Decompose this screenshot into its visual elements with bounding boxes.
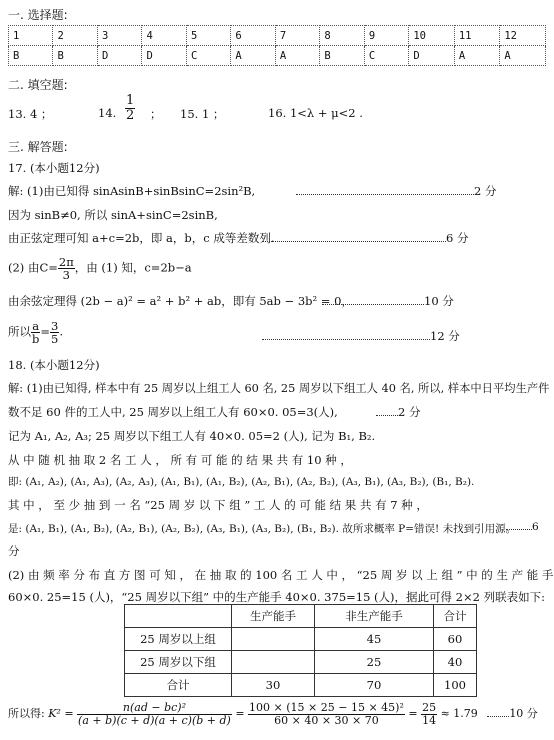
problem-18-line-9: (2) 由 频 率 分 布 直 方 图 可 知 ， 在 抽 取 的 100 名 工 人 中 ， “25 周 岁 以 上 组 ” 中 的 生 产 能 手 (8, 568, 554, 582)
choice-number-cell: 6 (231, 26, 275, 46)
choice-answer-table (8, 25, 546, 66)
table-cell: 25 周岁以下组 (125, 651, 232, 674)
table-cell: 60 (434, 628, 477, 651)
problem-18-line-10: 60×0. 25=15 (人)，“25 周岁以下组” 中的生产能手 40×0. 375=15 (人)，据此可得 2×2 列联表如下: (8, 590, 545, 604)
table-cell: 40 (434, 651, 477, 674)
fill-q14-sep: ； (150, 107, 162, 121)
fraction-denominator: 14 (422, 713, 437, 727)
problem-18-line-6: 其 中 ， 至 少 抽 到 一 名 “25 周 岁 以 下 组 ” 工 人 的 可 能 结 果 共 有 7 种 ， (8, 498, 428, 512)
score-label: 10 分 (509, 707, 538, 721)
text-segment: ≈ 1.79 (440, 707, 478, 721)
fraction-denominator: b (32, 332, 40, 347)
section-3-title: 三. 解答题: (8, 140, 68, 154)
fraction-numerator: 3 (51, 319, 59, 333)
choice-answer-cell: A (275, 46, 319, 66)
table-cell: 70 (315, 674, 434, 697)
table-cell: 100 (434, 674, 477, 697)
text-segment: (2) 由C= (8, 260, 58, 275)
table-cell: 合计 (125, 674, 232, 697)
fraction-numerator: 25 (422, 701, 437, 714)
problem-18-score-2 (506, 521, 539, 533)
table-cell: 25 周岁以上组 (125, 628, 232, 651)
fill-q15: 15. 1 ； (180, 107, 225, 121)
text-segment: = (408, 707, 418, 721)
fill-q14-fraction (125, 94, 135, 122)
fill-q16: 16. 1<λ + μ<2 . (268, 106, 363, 120)
text-segment: K² = (48, 707, 74, 721)
section-1-title: 一. 选择题: (8, 8, 68, 22)
text-segment: 所以得: (8, 707, 49, 721)
problem-17-line-4 (8, 256, 192, 281)
choice-answer-cell: A (454, 46, 500, 66)
text-segment: . (59, 324, 63, 339)
score-label: 2 分 (398, 405, 421, 419)
table-cell (232, 628, 315, 651)
problem-17-line-3: 由正弦定理可知 a+c=2b，即 a，b，c 成等差数列. (8, 231, 275, 245)
problem-18-heading: 18. (本小题12分) (8, 358, 100, 372)
choice-answer-cell: D (409, 46, 455, 66)
problem-18-line-8: 分 (8, 544, 20, 558)
problem-17-line-1: 解: (1)由已知得 sinAsinB+sinBsinC=2sin²B, (8, 184, 256, 198)
contingency-table (124, 604, 477, 697)
choice-number-cell: 9 (364, 26, 408, 46)
fraction-denominator: (a + b)(c + d)(a + c)(b + d) (78, 713, 231, 727)
text-segment: 所以 (8, 324, 31, 339)
table-row (125, 628, 477, 651)
choice-number-cell: 4 (142, 26, 186, 46)
fraction-numerator: n(ad − bc)² (77, 702, 232, 715)
table-cell: 45 (315, 628, 434, 651)
problem-17-line-6 (8, 320, 63, 345)
fraction-denominator: 2 (126, 107, 135, 123)
problem-17-line-5: 由余弦定理得 (2b − a)² = a² + b² + ab，即有 5ab − 3b² = 0， (8, 294, 353, 308)
choice-number-cell: 10 (409, 26, 455, 46)
score-label: 10 分 (424, 294, 454, 308)
problem-17-line-2: 因为 sinB≠0, 所以 sinA+sinC=2sinB, (8, 208, 218, 222)
choice-answer-cell: D (142, 46, 186, 66)
choice-answer-cell: D (97, 46, 141, 66)
choice-answer-cell: A (500, 46, 546, 66)
score-label: 12 分 (430, 329, 460, 343)
table-header-cell: 非生产能手 (315, 605, 434, 628)
text-segment: = (235, 707, 245, 721)
choice-number-cell: 11 (454, 26, 500, 46)
text-segment: = (40, 324, 51, 339)
fraction-denominator: 60 × 40 × 30 × 70 (274, 713, 379, 727)
table-cell: 25 (315, 651, 434, 674)
problem-17-score-2 (262, 230, 468, 246)
choice-number-row (9, 26, 546, 46)
choice-answer-cell: C (186, 46, 230, 66)
choice-answer-cell: A (231, 46, 275, 66)
problem-18-line-4: 从 中 随 机 抽 取 2 名 工 人 ， 所 有 可 能 的 结 果 共 有 10 种 ， (8, 453, 352, 467)
k-squared-formula (8, 702, 538, 726)
choice-answer-cell: C (364, 46, 408, 66)
fill-q14-label: 14. (98, 106, 117, 120)
fraction-numerator: 100 × (15 × 25 − 15 × 45)² (249, 701, 404, 714)
problem-18-line-5: 即: (A₁, A₂), (A₁, A₃), (A₂, A₃), (A₁, B₁), (A₁, B₂), (A₂, B₁), (A₂, B₂), (A₃, B₁), (A₃, B₂), (B₁, B₂). (8, 476, 475, 488)
choice-number-cell: 1 (9, 26, 53, 46)
table-header-cell: 生产能手 (232, 605, 315, 628)
score-label: 6 (532, 521, 539, 533)
choice-number-cell: 3 (97, 26, 141, 46)
score-label: 2 分 (474, 184, 497, 198)
choice-answer-row (9, 46, 546, 66)
problem-17-score-3 (322, 293, 454, 309)
fraction-numerator: 1 (126, 93, 135, 108)
score-label: 6 分 (446, 231, 469, 245)
fraction-denominator: 3 (62, 268, 70, 283)
fraction-numerator: 2π (58, 255, 74, 269)
problem-18-line-3: 记为 A₁, A₂, A₃; 25 周岁以下组工人有 40×0. 05=2 (人), 记为 B₁, B₂. (8, 429, 376, 443)
problem-18-score-1 (376, 404, 420, 420)
problem-18-line-7: 是: (A₁, B₁), (A₁, B₂), (A₂, B₁), (A₂, B₂), (A₃, B₁), (A₃, B₂), (B₁, B₂). 故所求概率 P=错误! 未找到引用源。 (8, 523, 517, 535)
fraction-numerator: a (32, 319, 40, 333)
choice-answer-cell: B (320, 46, 364, 66)
choice-number-cell: 12 (500, 26, 546, 46)
choice-number-cell: 8 (320, 26, 364, 46)
choice-answer-cell: B (53, 46, 97, 66)
problem-17-score-1 (296, 183, 496, 199)
table-header-cell (125, 605, 232, 628)
contingency-header-row (125, 605, 477, 628)
choice-number-cell: 5 (186, 26, 230, 46)
choice-answer-cell: B (9, 46, 53, 66)
table-cell: 30 (232, 674, 315, 697)
problem-17-heading: 17. (本小题12分) (8, 161, 100, 175)
section-2-title: 二. 填空题: (8, 78, 68, 92)
fill-q13: 13. 4 ； (8, 107, 53, 121)
table-row (125, 651, 477, 674)
text-segment: ，由 (1) 知，c=2b−a (74, 260, 192, 275)
problem-18-line-1: 解: (1)由已知得, 样本中有 25 周岁以上组工人 60 名, 25 周岁以下组工人 40 名, 所以, 样本中日平均生产件 (8, 382, 550, 395)
table-cell (232, 651, 315, 674)
fraction-denominator: 5 (51, 332, 59, 347)
problem-17-score-4 (262, 328, 460, 344)
choice-number-cell: 7 (275, 26, 319, 46)
table-header-cell: 合计 (434, 605, 477, 628)
table-row (125, 674, 477, 697)
problem-18-line-2: 数不足 60 件的工人中, 25 周岁以上组工人有 60×0. 05=3(人), (8, 405, 338, 419)
choice-number-cell: 2 (53, 26, 97, 46)
